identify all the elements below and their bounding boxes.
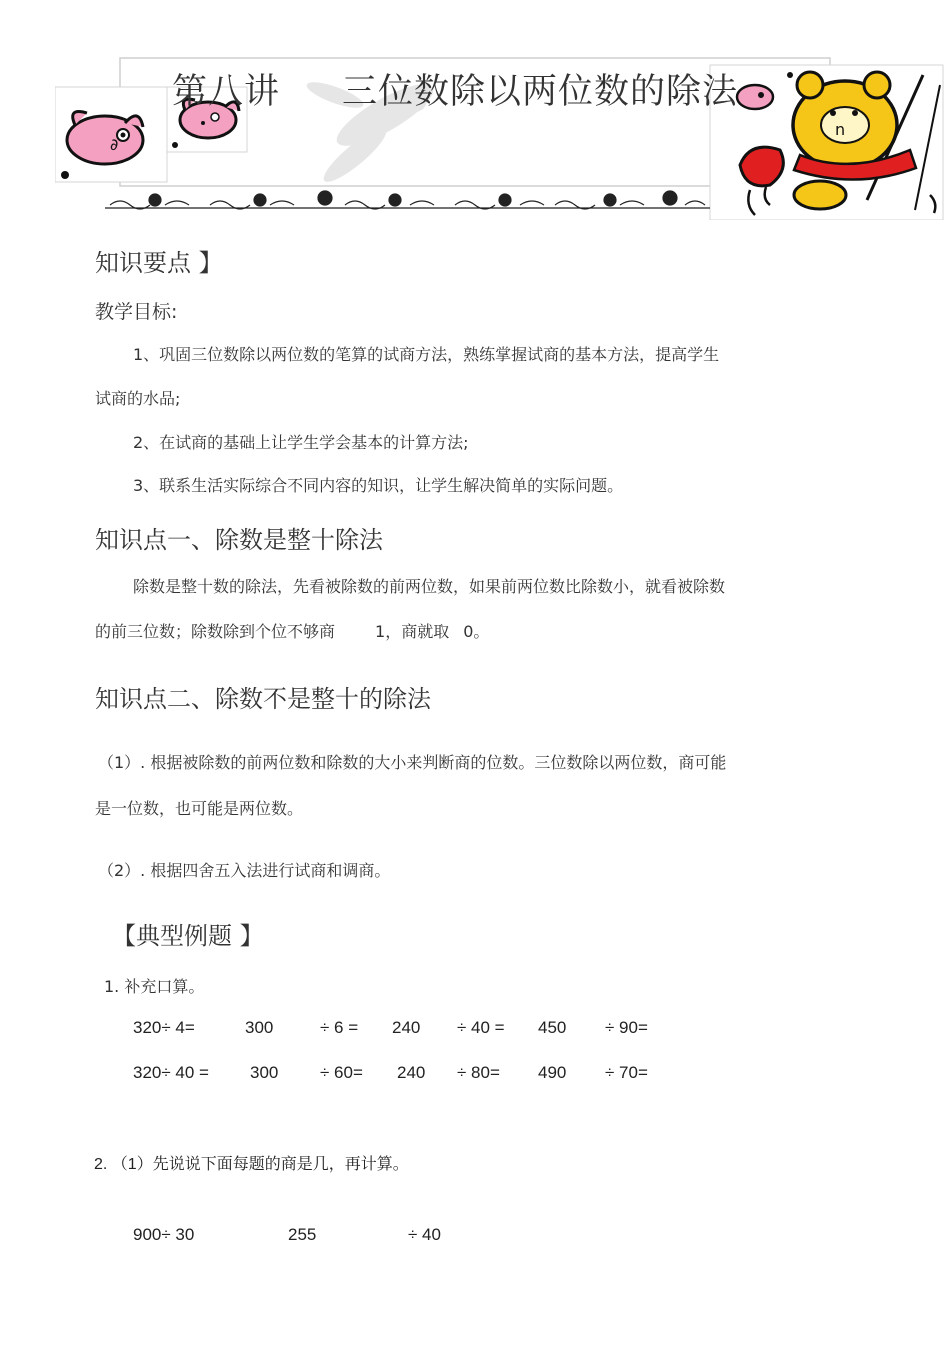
row-1-cell: 300 bbox=[245, 1018, 274, 1037]
goal-2: 2、在试商的基础上让学生学会基本的计算方法; bbox=[133, 433, 469, 452]
lecture-number: 第八讲 bbox=[172, 72, 281, 112]
row-2-cell: 320÷ 40 = bbox=[133, 1063, 209, 1082]
pink-pig-icon bbox=[737, 85, 773, 109]
floral-border-icon bbox=[105, 191, 710, 209]
row-2-cell: ÷ 60= bbox=[320, 1063, 363, 1082]
lecture-topic: 三位数除以两位数的除法 bbox=[342, 72, 739, 112]
goal-1-line-2: 试商的水品; bbox=[95, 389, 181, 408]
point-2-item-2: （2）. 根据四舍五入法进行试商和调商。 bbox=[98, 861, 391, 880]
row-2-cell: 490 bbox=[538, 1063, 567, 1082]
key-points-heading: 知识要点 】 bbox=[95, 249, 223, 277]
point-1-line-1: 除数是整十数的除法，先看被除数的前两位数，如果前两位数比除数小，就看被除数 bbox=[133, 577, 726, 596]
row-1-cell: ÷ 40 = bbox=[457, 1018, 505, 1037]
row-1-cell: ÷ 6 = bbox=[320, 1018, 359, 1037]
question-1-label: 1. 补充口算。 bbox=[104, 977, 205, 996]
point-1-heading: 知识点一、除数是整十除法 bbox=[95, 526, 383, 554]
teaching-goals-label: 教学目标: bbox=[95, 301, 178, 323]
row-1-cell: 240 bbox=[392, 1018, 421, 1037]
point-1-line-2-a: 的前三位数；除数除到个位不够商 bbox=[95, 622, 336, 641]
goal-3: 3、联系生活实际综合不同内容的知识，让学生解决简单的实际问题。 bbox=[133, 476, 624, 495]
examples-heading: 【典型例题 】 bbox=[112, 922, 264, 950]
svg-text:∂: ∂ bbox=[110, 135, 119, 154]
row-2-cell: ÷ 70= bbox=[605, 1063, 648, 1082]
point-1-line-2 bbox=[95, 619, 489, 642]
row-2-cell: ÷ 80= bbox=[457, 1063, 500, 1082]
row-1-cell: ÷ 90= bbox=[605, 1018, 648, 1037]
point-1-line-2-b: 1，商就取 bbox=[375, 622, 450, 641]
question-2-label: 2. （1）先说说下面每题的商是几，再计算。 bbox=[94, 1156, 409, 1173]
row-3-cell: 255 bbox=[288, 1225, 317, 1244]
row-1-cell: 320÷ 4= bbox=[133, 1018, 195, 1037]
row-2-cell: 240 bbox=[397, 1063, 426, 1082]
svg-text:n: n bbox=[835, 120, 846, 139]
row-3-cell: 900÷ 30 bbox=[133, 1225, 195, 1244]
point-2-item-1-line-2: 是一位数，也可能是两位数。 bbox=[95, 799, 304, 818]
row-2-cell: 300 bbox=[250, 1063, 279, 1082]
point-2-item-1-line-1: （1）. 根据被除数的前两位数和除数的大小来判断商的位数。三位数除以两位数，商可能 bbox=[98, 753, 727, 772]
point-2-heading: 知识点二、除数不是整十的除法 bbox=[95, 685, 431, 713]
row-1-cell: 450 bbox=[538, 1018, 567, 1037]
page-title bbox=[172, 64, 738, 114]
row-3-cell: ÷ 40 bbox=[408, 1225, 441, 1244]
point-1-line-2-c: 0。 bbox=[463, 622, 490, 641]
goal-1-line-1: 1、巩固三位数除以两位数的笔算的试商方法，熟练掌握试商的基本方法，提高学生 bbox=[133, 345, 720, 364]
